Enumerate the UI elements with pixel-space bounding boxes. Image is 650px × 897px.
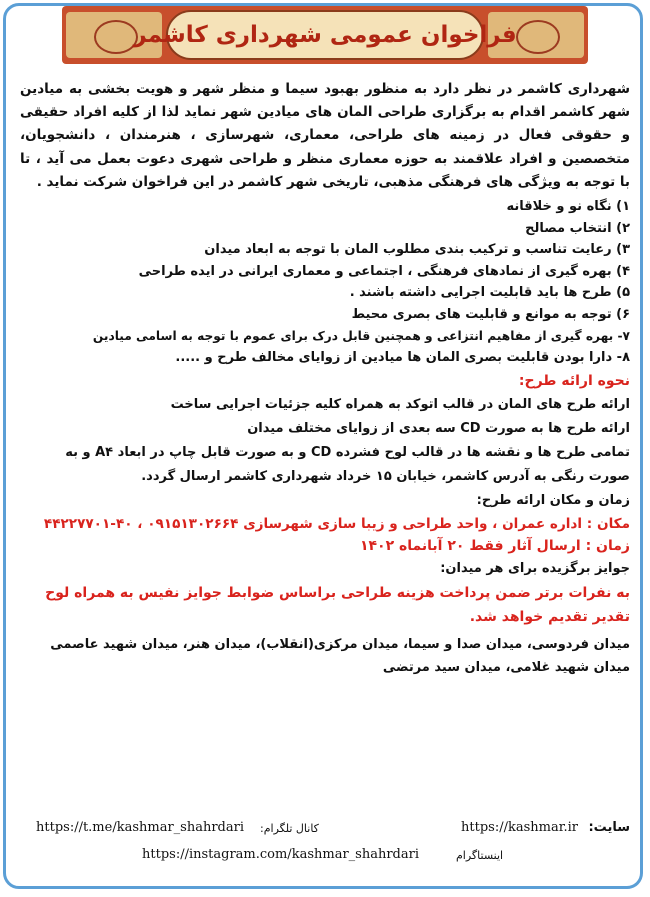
instagram-link[interactable]: https://instagram.com/kashmar_shahrdari — [142, 847, 419, 862]
squares-line: میدان شهید غلامی، میدان سید مرتضی — [382, 659, 630, 675]
criteria-list — [20, 196, 630, 369]
criteria-item: ۷- بهره گیری از مفاهیم انتزاعی و همچنین قابل درک برای عموم با توجه به اسامی میادین — [92, 328, 630, 343]
submission-heading: نحوه ارائه طرح: — [518, 372, 630, 389]
criteria-item: ۳) رعایت تناسب و ترکیب بندی مطلوب المان با توجه به ابعاد میدان — [204, 242, 630, 258]
squares-list — [20, 633, 630, 679]
site-label: سایت: — [588, 820, 630, 835]
instagram-label: اینستاگرام — [456, 849, 504, 862]
title-cartouche — [133, 10, 517, 60]
squares-line: میدان فردوسی، میدان صدا و سیما، میدان مرکزی(انقلاب)، میدان هنر، میدان شهید عاصمی — [50, 636, 630, 652]
title-banner — [62, 6, 588, 64]
criteria-item: ۵) طرح ها باید قابلیت اجرایی داشته باشند . — [349, 285, 630, 301]
schedule-heading: زمان و مکان ارائه طرح: — [476, 492, 630, 508]
submission-line: ارائه طرح های المان در قالب اتوکد به همراه کلیه جزئیات اجرایی ساخت — [170, 396, 630, 412]
criteria-item: ۸- دارا بودن قابلیت بصری المان ها میادین از زوایای مخالف طرح و ..... — [175, 350, 630, 366]
submission-line: صورت رنگی به آدرس کاشمر، خیابان ۱۵ خرداد شهرداری کاشمر ارسال گردد. — [141, 468, 630, 484]
notice-title: فراخوان عمومی شهرداری کاشمر — [133, 22, 517, 48]
criteria-item: ۲) انتخاب مصالح — [525, 220, 630, 236]
submission-line: تمامی طرح ها و نقشه ها در قالب لوح فشرده CD و به صورت قابل چاپ در ابعاد A۴ و به — [65, 444, 630, 460]
site-link[interactable]: https://kashmar.ir — [461, 820, 578, 835]
telegram-label: کانال تلگرام: — [260, 822, 319, 835]
criteria-item: ۴) بهره گیری از نمادهای فرهنگی ، اجتماعی و معماری ایرانی در ایده طراحی — [138, 263, 630, 279]
telegram-link[interactable]: https://t.me/kashmar_shahrdari — [36, 820, 244, 835]
criteria-item: ۱) نگاه نو و خلاقانه — [506, 199, 630, 215]
schedule-place: مکان : اداره عمران ، واحد طراحی و زیبا سازی شهرسازی ۰۹۱۵۱۳۰۲۶۶۴ ، ۴۰-۴۴۲۲۷۷۰۱ — [43, 515, 630, 532]
prizes-heading: جوایز برگزیده برای هر میدان: — [440, 560, 630, 576]
notice-body — [20, 78, 630, 679]
intro-paragraph: شهرداری کاشمر در نظر دارد به منظور بهبود سیما و منظر شهر و هویت بخشی به میادین شهر کاشمر اقدام به برگزاری طراحی المان های میادین شهر نماید لذا از کلیه افراد حقیقی و حقوقی فعال در زمینه های طراحی، معماری، شهرسازی ، هنرمندان ، دانشجویان، متخصصین و افراد علاقمند به حوزه معماری منظر و طراحی شهری دعوت بعمل می آید ، تا با توجه به ویژگی های فرهنگی مذهبی، تاریخی شهر کاشمر در این فراخوان شرکت نماید . — [20, 81, 630, 190]
submission-section — [20, 393, 630, 513]
prizes-text: به نفرات برتر ضمن پرداخت هزینه طراحی براساس ضوابط جوایز نفیس به همراه لوح تقدیر تقدیم خواهد شد. — [45, 584, 630, 625]
criteria-item: ۶) توجه به موانع و قابلیت های بصری محیط — [351, 306, 630, 322]
schedule-time: زمان : ارسال آثار فقط ۲۰ آبانماه ۱۴۰۲ — [359, 537, 630, 554]
submission-line: ارائه طرح ها به صورت CD سه بعدی از زوایای مختلف میدان — [247, 420, 630, 436]
